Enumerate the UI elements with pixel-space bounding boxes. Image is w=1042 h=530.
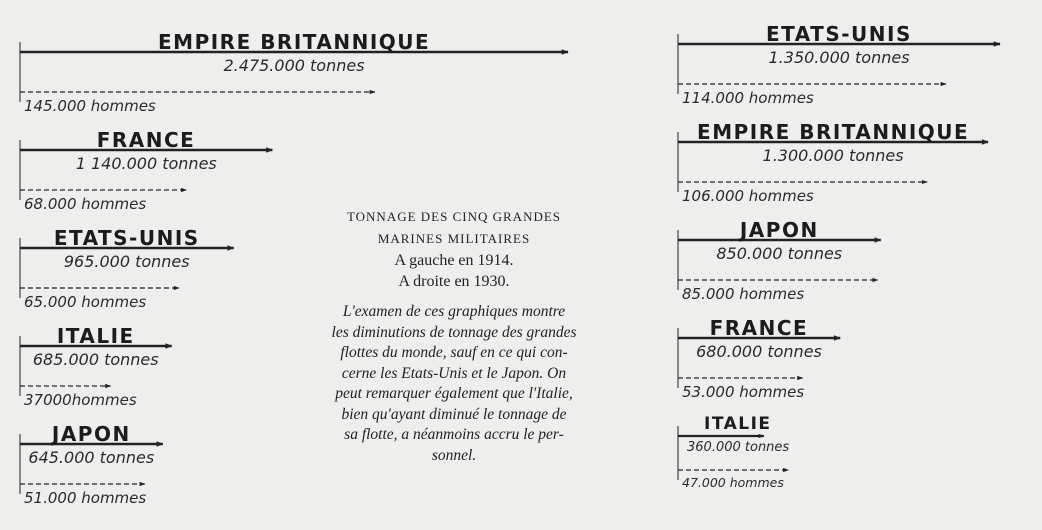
bar-1914-france-personnel-label: 68.000 hommes xyxy=(24,195,147,213)
caption-subtitle-1930: A droite en 1930. xyxy=(398,273,510,290)
bar-1914-etats-unis-label: ETATS-UNIS xyxy=(53,226,200,250)
caption-body-line: peut remarquer également que l'Italie, xyxy=(335,385,573,402)
caption-body-line: sa flotte, a néanmoins accru le per- xyxy=(344,426,564,443)
caption-subtitle-1914: A gauche en 1914. xyxy=(394,252,514,269)
bar-1930-italie-tonnage-label: 360.000 tonnes xyxy=(687,440,790,455)
bar-1914-japon-personnel-label: 51.000 hommes xyxy=(24,489,147,507)
bar-1914-empire-britannique-label: EMPIRE BRITANNIQUE xyxy=(158,30,431,54)
bar-1930-france-label: FRANCE xyxy=(709,316,809,340)
caption-body-line: flottes du monde, sauf en ce qui con- xyxy=(340,344,568,361)
caption-title-line1: TONNAGE DES CINQ GRANDES xyxy=(346,209,562,224)
bar-1930-empire-britannique-label: EMPIRE BRITANNIQUE xyxy=(697,120,970,144)
bar-1930-italie-personnel-label: 47.000 hommes xyxy=(682,475,784,490)
bar-1914-italie-label: ITALIE xyxy=(56,324,135,348)
caption-title-line2: MARINES MILITAIRES xyxy=(377,231,531,246)
bar-1930-japon-personnel-label: 85.000 hommes xyxy=(682,285,805,303)
bar-1930-france-tonnage-label: 680.000 tonnes xyxy=(696,342,822,361)
caption-body-line: L'examen de ces graphiques montre xyxy=(342,303,566,320)
caption-body xyxy=(268,302,640,466)
bar-1914-japon-tonnage-label: 645.000 tonnes xyxy=(28,448,155,467)
bar-1914-etats-unis-tonnage-label: 965.000 tonnes xyxy=(63,252,190,271)
bar-1914-japon-label: JAPON xyxy=(51,422,131,446)
bar-1914-etats-unis-personnel-label: 65.000 hommes xyxy=(24,293,147,311)
bar-1930-etats-unis-tonnage-label: 1.350.000 tonnes xyxy=(768,48,910,67)
bar-1930-japon-tonnage-label: 850.000 tonnes xyxy=(716,244,843,263)
bar-1914-italie-tonnage-label: 685.000 tonnes xyxy=(32,350,159,369)
caption-body-line: bien qu'ayant diminué le tonnage de xyxy=(341,405,567,423)
bar-1930-etats-unis-label: ETATS-UNIS xyxy=(766,22,912,46)
bar-1914-france-tonnage-label: 1 140.000 tonnes xyxy=(75,154,217,173)
caption-body-line: sonnel. xyxy=(431,446,477,464)
bar-1930-etats-unis-personnel-label: 114.000 hommes xyxy=(682,89,814,107)
bar-1930-japon-label: JAPON xyxy=(739,218,819,242)
bar-1930-italie-label: ITALIE xyxy=(704,414,772,434)
figure-caption xyxy=(268,206,640,466)
bar-1914-france-label: FRANCE xyxy=(96,128,196,152)
bar-1914-empire-britannique-personnel-label: 145.000 hommes xyxy=(24,97,156,115)
bar-1914-empire-britannique-tonnage-label: 2.475.000 tonnes xyxy=(223,56,365,75)
bar-1914-italie-personnel-label: 37000hommes xyxy=(24,391,137,409)
bar-1930-france-personnel-label: 53.000 hommes xyxy=(682,383,805,401)
bar-1930-empire-britannique-personnel-label: 106.000 hommes xyxy=(682,187,814,205)
caption-body-line: cerne les Etats-Unis et le Japon. On xyxy=(341,364,567,382)
bar-1930-empire-britannique-tonnage-label: 1.300.000 tonnes xyxy=(762,146,904,165)
caption-body-line: les diminutions de tonnage des grandes xyxy=(331,323,577,341)
